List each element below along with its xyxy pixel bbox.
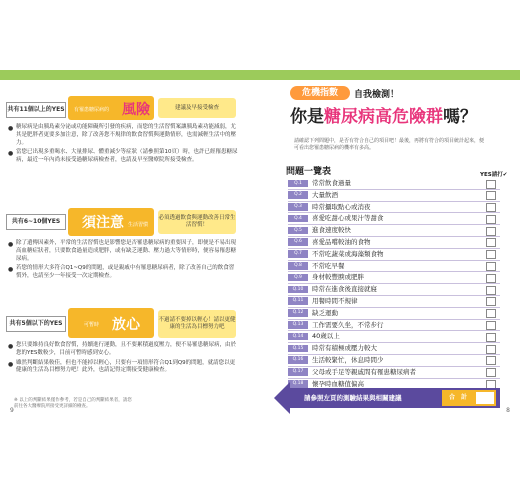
question-text: 用餐時間不規律 [312, 296, 358, 305]
yes-checkbox[interactable] [486, 356, 496, 365]
question-number: Q.12 [288, 309, 308, 317]
total-input-box[interactable] [476, 392, 494, 404]
question-number: Q.2 [288, 191, 308, 199]
question-number: Q.10 [288, 286, 308, 294]
advice-box: 不過請不要掉以輕心！請以更健康的生活為目標努力吧 [158, 310, 236, 338]
page-title: 你是糖尿病高危險群嗎？ [290, 107, 477, 127]
footnote: ※ 以上的判斷結果僅作參考，若是自己的判斷結果者，請您前往各大醫療院所接受更詳細的檢查。 [14, 398, 132, 409]
total-box [442, 390, 496, 406]
yes-checkbox[interactable] [486, 345, 496, 354]
question-text: 生活較緊忙，休息時間少 [312, 355, 384, 364]
yes-count-label: 共有5個以下的YES [6, 316, 66, 332]
question-row [288, 190, 500, 202]
risk-level-prefix: 有罹患糖尿病的 [74, 107, 110, 113]
right-page [260, 0, 520, 500]
top-color-band [0, 70, 260, 80]
yes-checkbox[interactable] [486, 297, 496, 306]
top-color-band [260, 70, 520, 80]
question-list-title: 問題一覽表 [286, 167, 332, 177]
risk-level-word: 須注意 [82, 215, 124, 231]
question-row [288, 320, 500, 332]
question-row [288, 308, 500, 320]
question-text: 時常攝取點心或消夜 [312, 202, 371, 211]
yes-checkbox[interactable] [486, 286, 496, 295]
yes-column-header: YES請打✔ [480, 172, 508, 178]
yes-checkbox[interactable] [486, 321, 496, 330]
yes-checkbox[interactable] [486, 191, 496, 200]
advice-box: 建議及早接受檢查 [158, 98, 236, 118]
risk-level-word: 風險 [122, 102, 150, 118]
risk-level-box [68, 96, 154, 120]
risk-level-suffix: 生活習慣 [128, 222, 149, 228]
question-text: 不常吃蔬菜或海藻類食物 [312, 249, 384, 258]
yes-checkbox[interactable] [486, 262, 496, 271]
page-number: 8 [506, 407, 510, 414]
question-row [288, 225, 500, 237]
yes-checkbox[interactable] [486, 227, 496, 236]
question-number: Q.11 [288, 297, 308, 305]
question-number: Q.4 [288, 215, 308, 223]
question-row [288, 355, 500, 367]
result-paragraph: ● 您只要維持良好飲食習慣，持續進行運動，且不要累積過度壓力，便不易罹患糖尿病，由於您的YES數較少，目前可暫時感到安心。 [8, 342, 237, 356]
question-text: 身材較豐腴或肥胖 [312, 273, 364, 282]
yes-checkbox[interactable] [486, 203, 496, 212]
result-paragraph: ● 除了遺傳因素外，平常的生活習慣也是影響您是否罹患糖尿病的重要因子，即便是不易出現高血糖症狀者，只要飲食過量造成肥胖，或有缺乏運動、壓力過大等情形時，便容易罹患糖尿病。 [8, 240, 237, 262]
question-text: 喜愛品嚐較油的食物 [312, 237, 371, 246]
question-number: Q.8 [288, 262, 308, 270]
question-row [288, 237, 500, 249]
question-text: 40歲以上 [312, 332, 340, 341]
total-label: 合 計 [448, 394, 467, 401]
page-number: 9 [10, 407, 14, 414]
question-text: 進食速度較快 [312, 226, 351, 235]
question-number: Q.7 [288, 250, 308, 258]
question-text: 不常吃早餐 [312, 261, 345, 270]
yes-checkbox[interactable] [486, 215, 496, 224]
question-row [288, 272, 500, 284]
question-row [288, 213, 500, 225]
question-text: 懷孕時血糖值偏高 [312, 379, 364, 388]
risk-level-prefix: 可暫時 [84, 322, 100, 328]
question-list [288, 178, 500, 390]
yes-checkbox[interactable] [486, 238, 496, 247]
question-text: 父母或手足等親戚間有罹患糖尿病者 [312, 367, 416, 376]
yes-checkbox[interactable] [486, 368, 496, 377]
yes-checkbox[interactable] [486, 333, 496, 342]
self-test-label: 自我檢測！ [354, 90, 400, 100]
question-text: 時常有積極或壓力較大 [312, 344, 377, 353]
question-text: 時常在進食後直接就寢 [312, 285, 377, 294]
yes-checkbox[interactable] [486, 180, 496, 189]
question-row [288, 202, 500, 214]
yes-count-label: 共有6~10個YES [6, 214, 66, 230]
yes-checkbox[interactable] [486, 274, 496, 283]
question-number: Q.5 [288, 227, 308, 235]
intro-text: 請確認下列問題中，是否有符合自己的項目吧！最後，再將有符合的項目統計起來，便可看出您罹患糖尿病的機率有多高。 [294, 138, 485, 151]
question-row [288, 284, 500, 296]
question-number: Q.16 [288, 356, 308, 364]
risk-level-box [68, 308, 154, 338]
question-text: 大量飲酒 [312, 190, 338, 199]
title-area [270, 84, 510, 134]
result-section-caution [6, 208, 238, 281]
risk-level-box [68, 208, 154, 236]
question-number: Q.13 [288, 321, 308, 329]
refer-banner-text: 請參照左頁的測驗結果與相關建議 [304, 394, 402, 402]
question-text: 常常飲食過量 [312, 179, 351, 187]
question-row [288, 367, 500, 379]
question-number: Q.9 [288, 274, 308, 282]
result-paragraph: ● 若您的情形大多符合Q1~Q9的問題，或是親戚中有罹患糖尿病者，除了改善自己的飲食習慣外，也請至少一年接受一次定期檢查。 [8, 265, 235, 280]
result-paragraph: ● 雖然判斷結果較佳，但也不能掉以輕心，只要有一項情形符合Q1到Q9的問題，就請您以更健康的生活為目標努力吧！此外，也請記得定期接受健康檢查。 [8, 359, 236, 374]
yes-checkbox[interactable] [486, 250, 496, 259]
advice-box: 必須透過飲食與運動改善日常生活習慣！ [158, 210, 236, 234]
result-paragraph: ● 當您已出現多重喝水、大量排尿、體重減少等症狀（請參照第10頁）時，也許已經罹患糖尿病，最近一年內尚未接受過糖尿病檢查者，也請及早至醫療院所接受檢查。 [8, 149, 238, 164]
question-number: Q.3 [288, 203, 308, 211]
question-row [288, 343, 500, 355]
yes-checkbox[interactable] [486, 309, 496, 318]
question-number: Q.15 [288, 345, 308, 353]
question-number: Q.14 [288, 333, 308, 341]
question-row [288, 178, 500, 190]
yes-count-label: 共有11個以上的YES [6, 102, 66, 118]
result-section-safe [6, 308, 238, 375]
question-number: Q.18 [288, 380, 308, 388]
question-row [288, 261, 500, 273]
result-section-high-risk [6, 96, 238, 165]
question-number: Q.6 [288, 238, 308, 246]
question-row [288, 331, 500, 343]
question-text: 工作需要久坐，不常步行 [312, 320, 384, 329]
question-text: 喜愛吃甜心或果汁等甜食 [312, 214, 384, 223]
crisis-index-pill: 危機指數 [290, 86, 350, 100]
risk-level-word: 放心 [112, 317, 140, 333]
question-row [288, 249, 500, 261]
result-paragraph: ● 糖尿病是由胰島素分泌或功能障礙所引發的疾病，而您的生活習慣案讓胰島素功能減弱，尤其是肥胖者更要多加注意，除了改善您不規律的飲食習慣與運動情形，也需減輕生活中的壓力。 [8, 124, 237, 146]
question-number: Q.1 [288, 180, 308, 188]
question-number: Q.17 [288, 368, 308, 376]
question-row [288, 296, 500, 308]
question-text: 缺乏運動 [312, 308, 338, 317]
